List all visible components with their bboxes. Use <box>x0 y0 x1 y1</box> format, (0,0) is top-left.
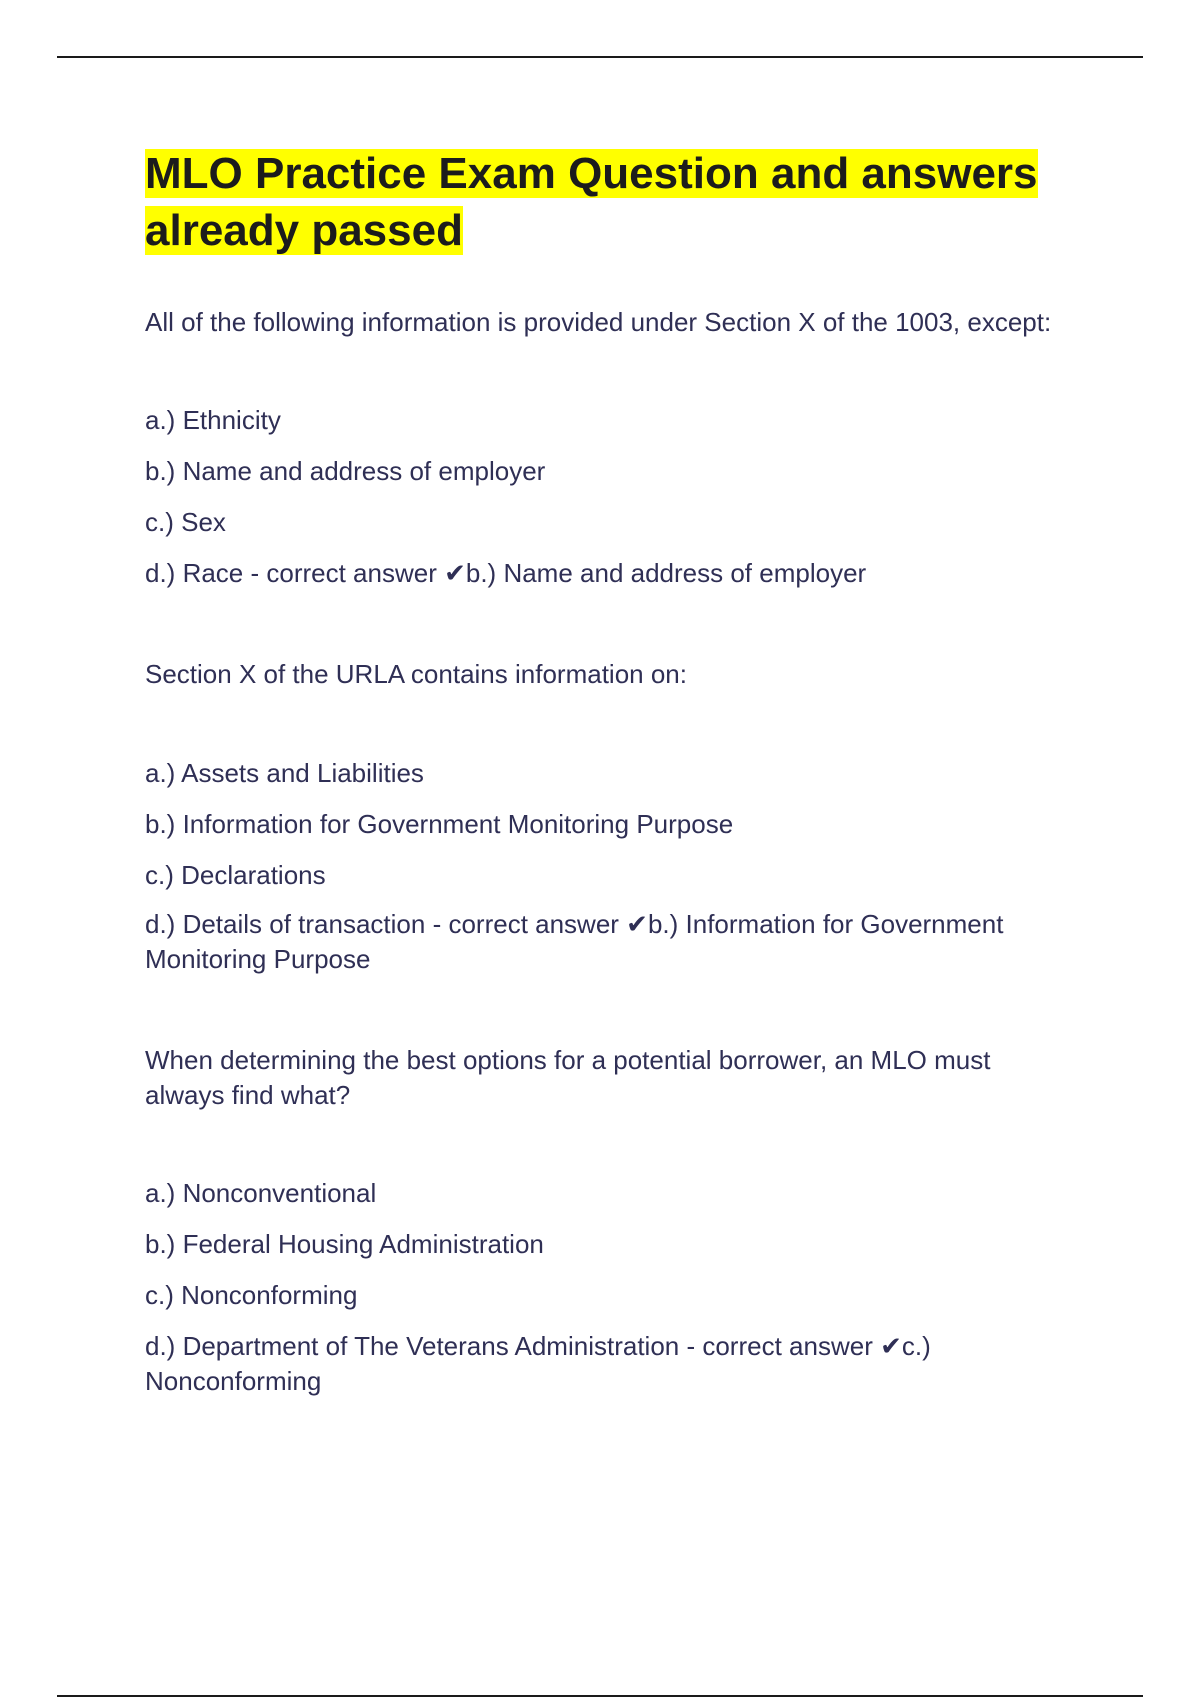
question-2-prompt: Section X of the URLA contains information on: <box>145 659 687 689</box>
bottom-rule <box>57 1695 1143 1697</box>
title-highlight: MLO Practice Exam Question and answers already passed <box>145 149 1038 255</box>
question-1-option-c: c.) Sex <box>145 507 226 537</box>
question-3-option-c: c.) Nonconforming <box>145 1280 358 1310</box>
question-1-prompt: All of the following information is provided under Section X of the 1003, except: <box>145 307 1052 337</box>
document-body <box>145 145 1075 1399</box>
question-1-option-a: a.) Ethnicity <box>145 405 281 435</box>
top-rule <box>57 56 1143 58</box>
question-1-option-b: b.) Name and address of employer <box>145 456 546 486</box>
question-1-option-d-answer: d.) Race - correct answer ✔b.) Name and address of employer <box>145 558 867 588</box>
question-2-option-c: c.) Declarations <box>145 860 326 890</box>
question-2-option-b: b.) Information for Government Monitoring Purpose <box>145 809 734 839</box>
question-3-option-a: a.) Nonconventional <box>145 1178 377 1208</box>
question-3-prompt: When determining the best options for a potential borrower, an MLO must always find what? <box>145 1045 991 1110</box>
question-3-option-b: b.) Federal Housing Administration <box>145 1229 544 1259</box>
question-2-option-a: a.) Assets and Liabilities <box>145 758 424 788</box>
question-3-option-d-answer: d.) Department of The Veterans Administration - correct answer ✔c.) Nonconforming <box>145 1331 931 1396</box>
question-2-option-d-answer: d.) Details of transaction - correct answer ✔b.) Information for Government Monitoring Purpose <box>145 909 1004 974</box>
document-title <box>145 145 1075 259</box>
